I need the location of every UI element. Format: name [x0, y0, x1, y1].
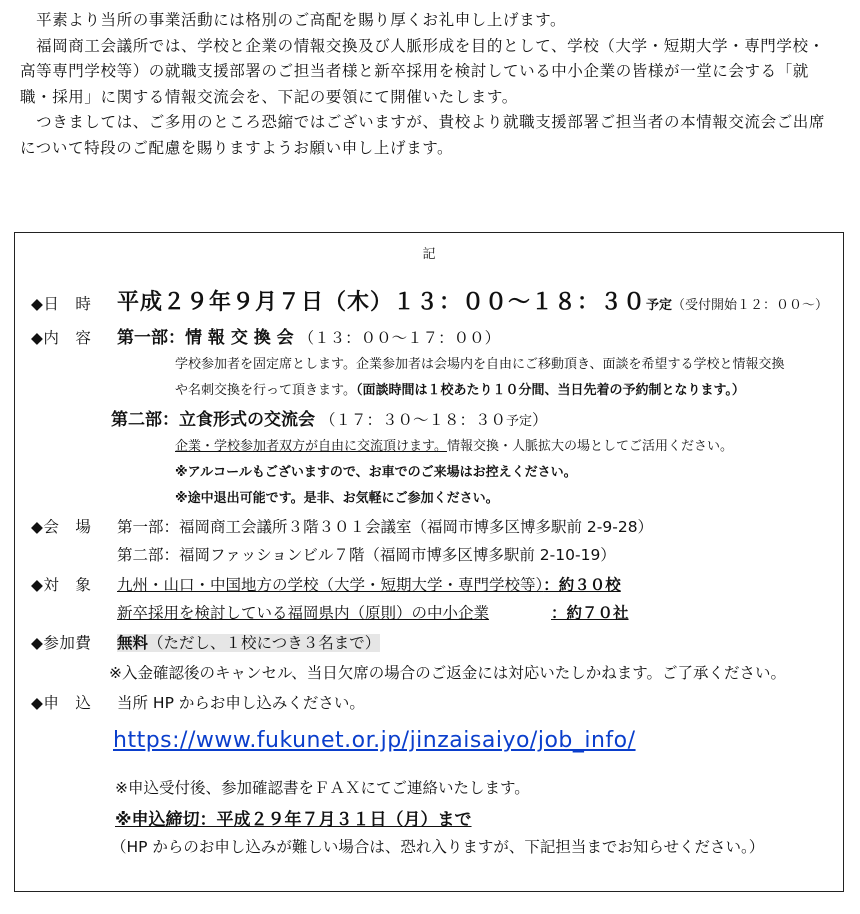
target-label: ◆対 象: [31, 576, 92, 594]
ki-heading: 記: [422, 247, 436, 262]
venue-label: ◆会 場: [31, 518, 92, 536]
part1-desc-2b: （面談時間は１校あたり１０分間、当日先着の予約制となります。）: [355, 383, 745, 398]
part2-row: [111, 405, 547, 430]
fee-row: [31, 631, 380, 653]
target-line-1b: ：約３０校: [543, 576, 621, 594]
fee-value: 無料: [117, 634, 149, 652]
part2-time: （１７：３０～１８：３０: [319, 411, 506, 429]
part2-note-2: ※途中退出可能です。是非、お気軽にご参加ください。: [175, 491, 499, 506]
fee-value-box: [117, 634, 380, 652]
event-date-text: 平成２９年９月７日（木）１３：００～１８：３０: [117, 290, 647, 315]
content-row: [31, 323, 500, 348]
part1-desc-2: [175, 379, 745, 398]
part1-desc-2a: や名刺交換を行って頂きます。: [175, 383, 356, 398]
target-line-1a: 九州・山口・中国地方の学校（大学・短期大学・専門学校等）: [117, 576, 544, 594]
content-label: ◆内 容: [31, 329, 92, 347]
part2-desc-1: [175, 435, 733, 454]
fee-note: ※入金確認後のキャンセル、当日欠席の場合のご返金には対応いたしかねます。ご了承ください。: [109, 664, 787, 682]
intro-text: [20, 8, 840, 161]
datetime-row: [31, 285, 828, 316]
reception-time: （受付開始１２：００～）: [672, 298, 829, 313]
apply-url[interactable]: https://www.fukunet.or.jp/jinzaisaiyo/job_info/: [113, 728, 636, 753]
event-date: [117, 290, 828, 315]
part2-note-1: ※アルコールもございますので、お車でのご来場はお控えください。: [175, 465, 577, 480]
apply-text: 当所 HP からお申し込みください。: [117, 694, 365, 712]
venue-line-1: 第一部：福岡商工会議所３階３０１会議室（福岡市博多区博多駅前 2-9-28）: [117, 518, 654, 536]
part1-desc-1: 学校参加者を固定席とします。企業参加者は会場内を自由にご移動頂き、面談を希望する学校と情報交換: [175, 357, 785, 372]
datetime-label: ◆日 時: [31, 295, 92, 313]
intro-paragraph-2: 福岡商工会議所では、学校と企業の情報交換及び人脈形成を目的として、学校（大学・短期大学・専門学校・高等専門学校等）の就職支援部署のご担当者様と新卒採用を検討している中小企業の皆様が一堂に会する「就職・採用」に関する情報交流会を、下記の要領にて開催いたします。: [20, 36, 825, 106]
part1-title: 第一部：情 報 交 換 会: [117, 328, 294, 348]
venue-row: [31, 515, 653, 537]
apply-deadline: ※申込締切：平成２９年７月３１日（月）まで: [115, 810, 472, 830]
part2-close: ）: [531, 411, 548, 429]
target-line-2a: 新卒採用を検討している福岡県内（原則）の中小企業: [117, 604, 490, 622]
apply-note-2: （HP からのお申し込みが難しい場合は、恐れ入りますが、下記担当までお知らせください。）: [111, 838, 765, 856]
part2-yotei: 予定: [505, 414, 532, 429]
part1-time: （１３：００～１７：００）: [298, 329, 501, 347]
part2-desc-1b: 情報交換・人脈拡大の場としてご活用ください。: [446, 439, 733, 454]
part2-desc-1a: 企業・学校参加者双方が自由に交流頂けます。: [175, 439, 447, 454]
fee-detail: （ただし、１校につき３名まで）: [148, 634, 381, 652]
target-line-2: [117, 601, 629, 623]
apply-note-1: ※申込受付後、参加確認書をＦＡＸにてご連絡いたします。: [115, 779, 530, 797]
apply-label: ◆申 込: [31, 694, 92, 712]
venue-line-2: 第二部：福岡ファッションビル７階（福岡市博多区博多駅前 2-10-19）: [117, 546, 616, 564]
target-row: [31, 573, 621, 595]
event-details-box: [14, 232, 844, 892]
event-date-yotei: 予定: [646, 298, 673, 313]
target-line-2b: ：約７０社: [551, 604, 629, 622]
apply-url-link[interactable]: [113, 728, 636, 753]
intro-paragraph-3: つきましては、ご多用のところ恐縮ではございますが、貴校より就職支援部署ご担当者の本情報交流会ご出席について特段のご配慮を賜りますようお願い申し上げます。: [20, 113, 826, 157]
part2-title: 第二部：立食形式の交流会: [111, 410, 315, 430]
intro-paragraph-1: 平素より当所の事業活動には格別のご高配を賜り厚くお礼申し上げます。: [20, 11, 567, 29]
apply-row: [31, 691, 365, 713]
fee-label: ◆参加費: [31, 634, 92, 652]
